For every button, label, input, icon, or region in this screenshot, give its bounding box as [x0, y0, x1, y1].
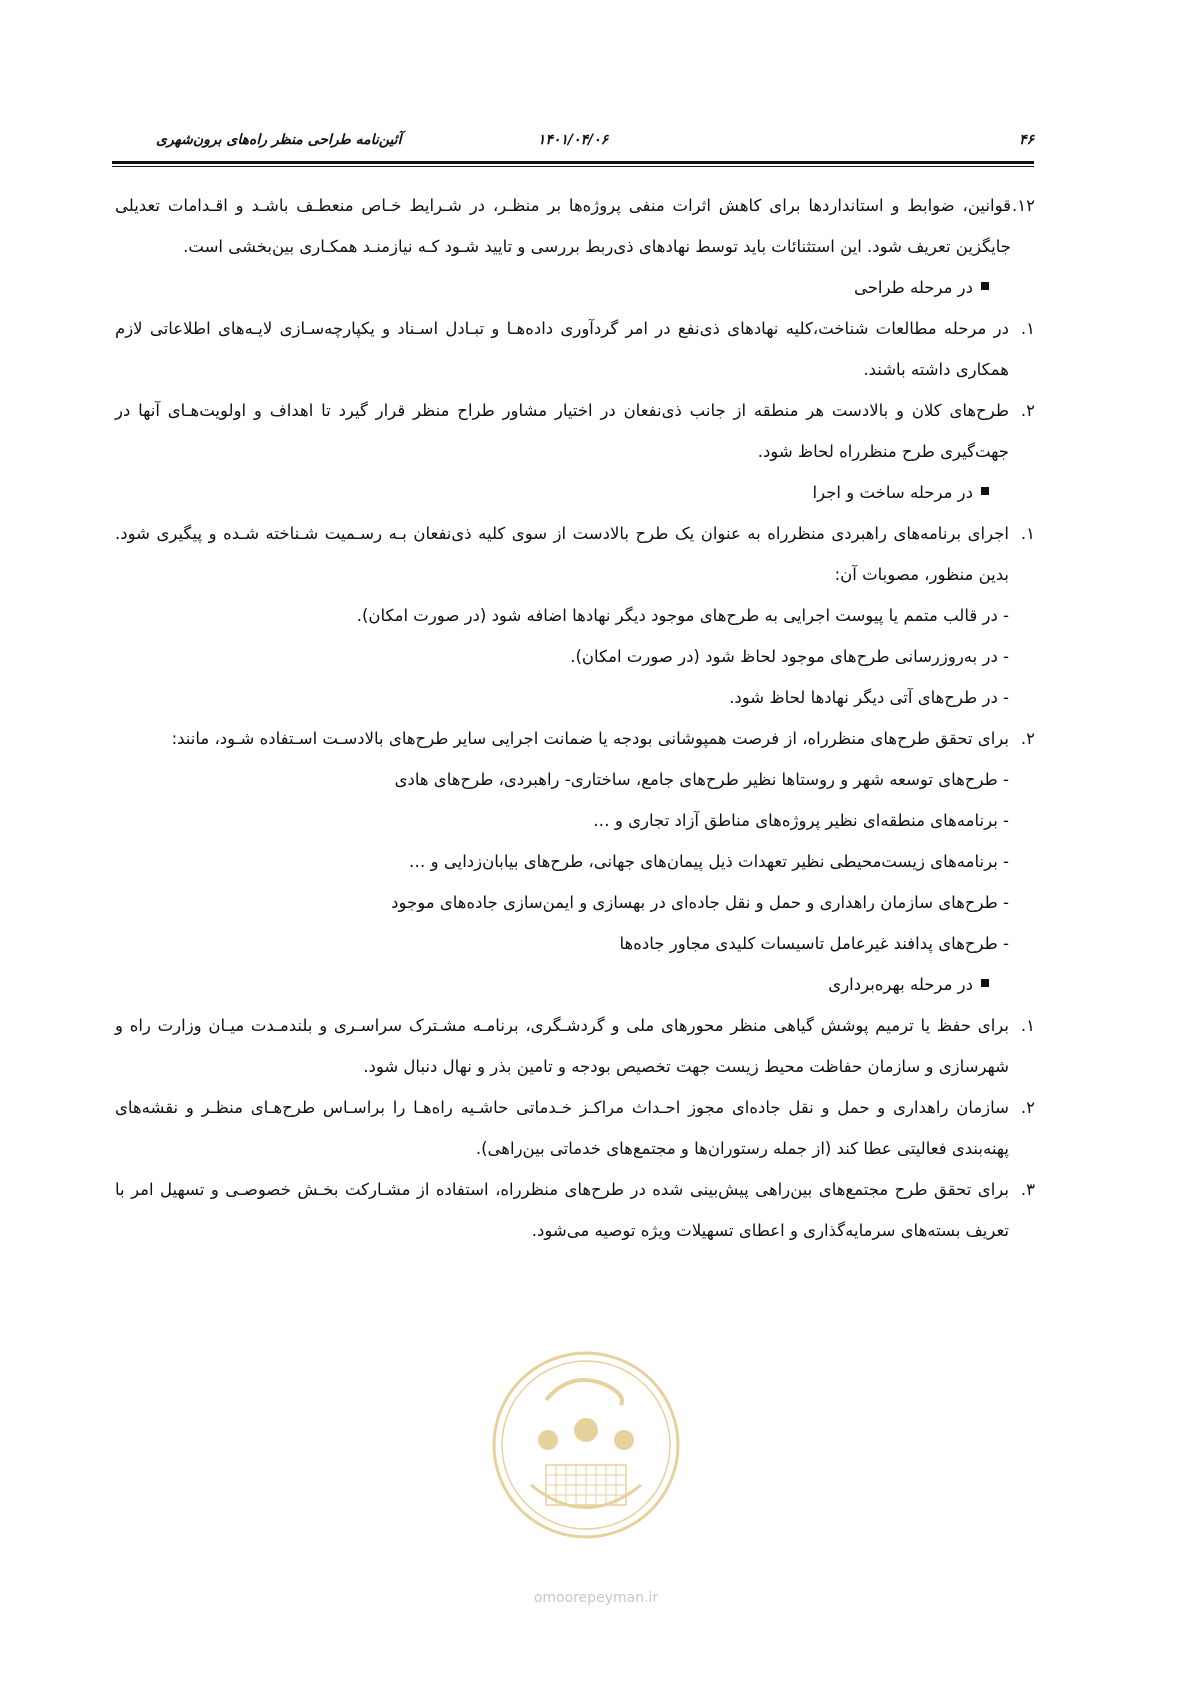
paragraph-number: ۱.: [1020, 319, 1035, 338]
paragraph-text: سازمان راهداری و حمل و نقل جاده‌ای مجوز احـداث مراکـز خـدماتی حاشـیه راه‌هـا را براسـاس طرح‌هـای منظـر و نقشه‌های پهنه‌بندی فعالیتی عطا کند (از جمله رستوران‌ها و مجتمع‌های خدماتی بین‌راهی).: [115, 1098, 1009, 1158]
list-item: - طرح‌های توسعه شهر و روستاها نظیر طرح‌های جامع، ساختاری- راهبردی، طرح‌های هادی: [394, 770, 1009, 789]
paragraph-number: ۱.: [1020, 1016, 1035, 1035]
paragraph-number: ۳.: [1020, 1180, 1035, 1199]
list-item: - برنامه‌های منطقه‌ای نظیر پروژه‌های مناطق آزاد تجاری و …: [593, 811, 1009, 830]
section-heading-text: در مرحله طراحی: [853, 278, 973, 297]
document-title: آئین‌نامه طراحی منظر راه‌های برون‌شهری: [156, 132, 402, 148]
list-item: - در طرح‌های آتی دیگر نهادها لحاظ شود.: [729, 688, 1009, 707]
section-heading-text: در مرحله بهره‌برداری: [828, 975, 973, 994]
section-heading-text: در مرحله ساخت و اجرا: [812, 483, 973, 502]
watermark-url: omoorepeyman.ir: [533, 1590, 659, 1606]
paragraph-text: برای تحقق طرح‌های منظرراه، از فرصت همپوشانی بودجه یا ضمانت اجرایی سایر طرح‌های بالادسـت اسـتفاده شـود، مانند:: [171, 729, 1009, 748]
paragraph-text: قوانین، ضوابط و استانداردها برای کاهش اثرات منفی پروژه‌ها بر منظـر، در شـرایط خـاص منعطـف باشـد و اقـدامات تعدیلی جایگزین تعریف شود. این استثنائات باید توسط نهادهای ذی‌ربط بررسی و تایید شـود کـه نیازمنـد همکـاری بین‌بخشی است.: [115, 196, 1011, 256]
list-item: - برنامه‌های زیست‌محیطی نظیر تعهدات ذیل پیمان‌های جهانی، طرح‌های بیابان‌زدایی و …: [408, 852, 1009, 871]
square-bullet-icon: [981, 282, 989, 290]
construction-item-2: [115, 718, 1033, 759]
list-item: - طرح‌های پدافند غیرعامل تاسیسات کلیدی مجاور جاده‌ها: [619, 934, 1009, 953]
list-item: - طرح‌های سازمان راهداری و حمل و نقل جاده‌ای در بهسازی و ایمن‌سازی جاده‌های موجود: [391, 893, 1009, 912]
paragraph-text: طرح‌های کلان و بالادست هر منطقه از جانب ذی‌نفعان در اختیار مشاور طراح منظر قرار گیرد تا اهداف و اولویت‌هـای آنها در جهت‌گیری طرح منظرراه لحاظ شود.: [115, 401, 1009, 461]
paragraph-number: ۱۲.: [1012, 196, 1035, 215]
document-body: [115, 185, 1033, 1251]
list-item: - در به‌روزرسانی طرح‌های موجود لحاظ شود (در صورت امکان).: [570, 647, 1009, 666]
paragraph-number: ۲.: [1020, 729, 1035, 748]
operation-item-2: [115, 1087, 1033, 1169]
paragraph-text: اجرای برنامه‌های راهبردی منظرراه به عنوان یک طرح بالادست از سوی کلیه ذی‌نفعان بـه رسـمیت شـناخته شـده و پیگیری شود. بدین منظور، مصوبات آن:: [115, 524, 1009, 584]
paragraph-number: ۱.: [1020, 524, 1035, 543]
watermark-logo-icon: [476, 1345, 696, 1545]
section-heading-design: [115, 267, 1033, 308]
section-heading-construction: [115, 472, 1033, 513]
operation-item-3: [115, 1169, 1033, 1251]
paragraph-text: در مرحله مطالعات شناخت،کلیه نهادهای ذی‌نفع در امر گردآوری داده‌هـا و تبـادل اسـناد و یکپارچه‌سـازی لایـه‌های اطلاعاتی لازم همکاری داشته باشند.: [115, 319, 1009, 379]
page-header: [112, 128, 1034, 158]
section-heading-operation: [115, 964, 1033, 1005]
header-rule-thick: [112, 161, 1034, 164]
construction-item-1: [115, 513, 1033, 595]
design-item-1: [115, 308, 1033, 390]
document-date: ۱۴۰۱/۰۴/۰۶: [537, 132, 609, 148]
paragraph-text: برای حفظ یا ترمیم پوشش گیاهی منظر محورهای ملی و گردشـگری، برنامـه مشـترک سراسـری و بلندمـدت میـان وزارت راه و شهرسازی و سازمان حفاظت محیط زیست جهت تخصیص بودجه و تامین بذر و نهال دنبال شود.: [115, 1016, 1009, 1076]
square-bullet-icon: [981, 487, 989, 495]
header-rule-thin: [112, 166, 1034, 167]
operation-item-1: [115, 1005, 1033, 1087]
paragraph-text: برای تحقق طرح مجتمع‌های بین‌راهی پیش‌بینی شده در طرح‌های منظرراه، استفاده از مشـارکت بخـش خصوصـی و تسهیل امر با تعریف بسته‌های سرمایه‌گذاری و اعطای تسهیلات ویژه توصیه می‌شود.: [115, 1180, 1009, 1240]
paragraph-number: ۲.: [1020, 401, 1035, 420]
design-item-2: [115, 390, 1033, 472]
list-item: - در قالب متمم یا پیوست اجرایی به طرح‌های موجود دیگر نهادها اضافه شود (در صورت امکان).: [356, 606, 1009, 625]
paragraph-12: [115, 185, 1033, 267]
page-number: ۴۶: [1018, 132, 1034, 148]
square-bullet-icon: [981, 979, 989, 987]
paragraph-number: ۲.: [1020, 1098, 1035, 1117]
